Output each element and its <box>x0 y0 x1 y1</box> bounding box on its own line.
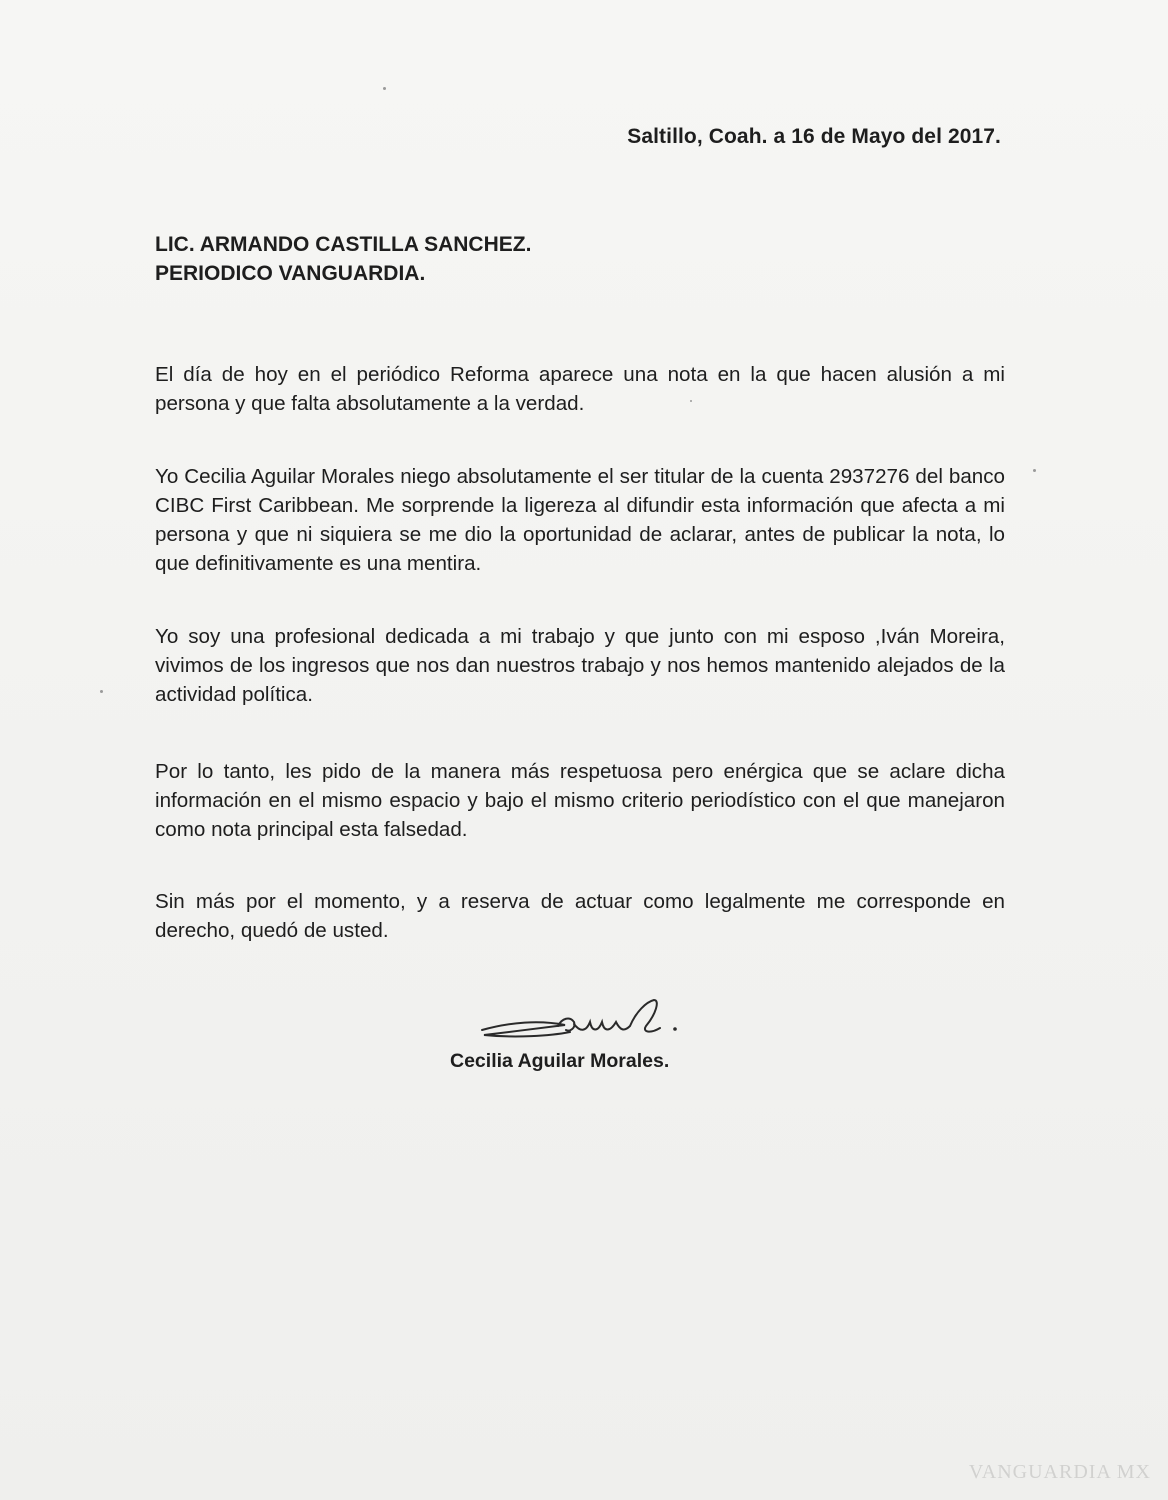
vanguardia-watermark <box>896 1456 1156 1484</box>
paragraph-4: Por lo tanto, les pido de la manera más respetuosa pero enérgica que se aclare dicha información en el mismo espacio y bajo el mismo criterio periodístico con el que manejaron como nota principal esta falsedad. <box>155 760 1005 841</box>
date-line: Saltillo, Coah. a 16 de Mayo del 2017. <box>627 125 1001 148</box>
paragraph-5: Sin más por el momento, y a reserva de actuar como legalmente me corresponde en derecho, quedó de usted. <box>155 890 1005 942</box>
paper-speck <box>383 87 386 90</box>
paragraph-3: Yo soy una profesional dedicada a mi trabajo y que junto con mi esposo ,Iván Moreira, vivimos de los ingresos que nos dan nuestros trabajo y nos hemos mantenido alejados de la actividad política. <box>155 625 1005 706</box>
svg-text:VANGUARDIA MX: VANGUARDIA MX <box>968 1461 1151 1483</box>
paper-speck <box>1033 469 1036 472</box>
paragraph-1: El día de hoy en el periódico Reforma aparece una nota en la que hacen alusión a mi persona y que falta absolutamente a la verdad. <box>155 363 1005 415</box>
recipient-organization: PERIODICO VANGUARDIA. <box>155 262 426 285</box>
paper-speck <box>100 690 103 693</box>
recipient-block <box>155 230 531 288</box>
paragraph-2: Yo Cecilia Aguilar Morales niego absolutamente el ser titular de la cuenta 2937276 del banco CIBC First Caribbean. Me sorprende la ligereza al difundir esta información que afecta a mi persona y que ni siquiera se me dio la oportunidad de aclarar, antes de publicar la nota, lo que definitivamente es una mentira. <box>155 465 1005 575</box>
signer-name: Cecilia Aguilar Morales. <box>450 1050 670 1072</box>
paper-speck <box>690 400 692 402</box>
handwritten-signature <box>470 992 700 1047</box>
recipient-name: LIC. ARMANDO CASTILLA SANCHEZ. <box>155 233 532 256</box>
